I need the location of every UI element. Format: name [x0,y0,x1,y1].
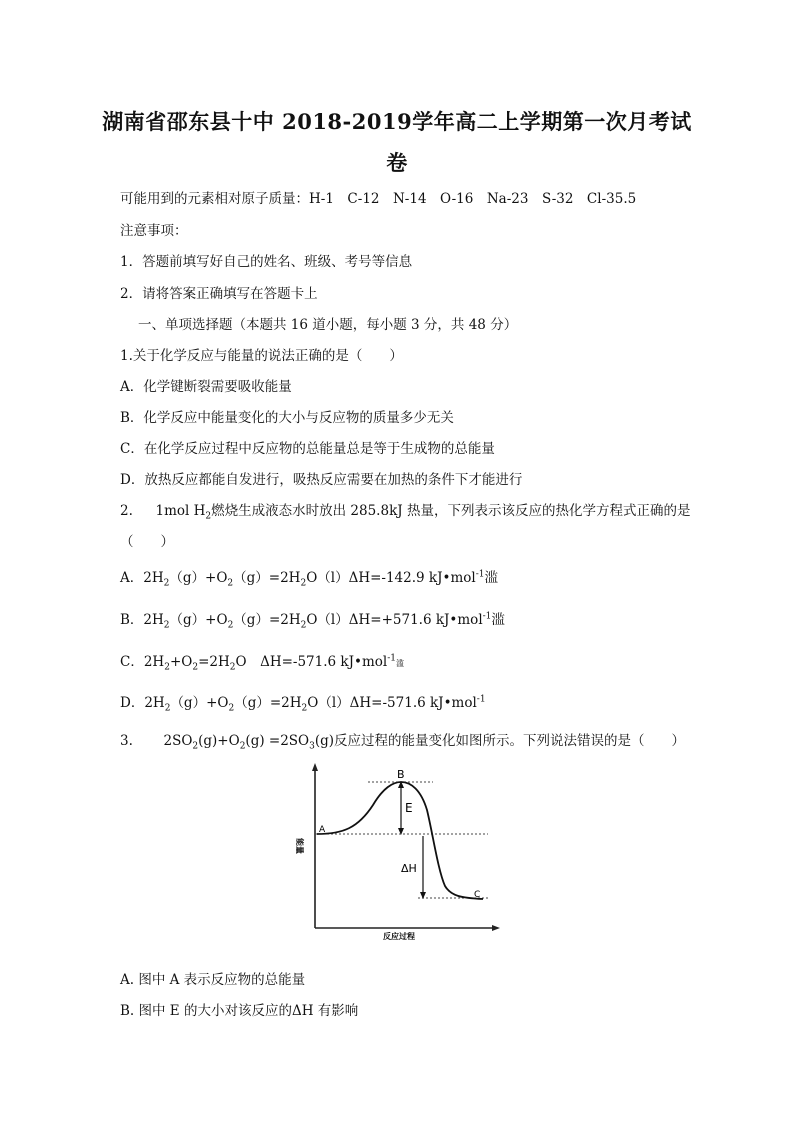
exam-title-line2: 卷 [386,150,408,175]
enthalpy-label: ΔH [401,862,417,875]
question-2-stem-part-b: 燃烧生成液态水时放出 285.8kJ 热量，下列表示该反应的热化学方程式正确的是 [211,503,691,519]
y-axis-arrow [312,763,318,771]
point-a-label: A [319,825,326,835]
question-2-option-c: C．$2H_2+O_2=2H_2O$ ΔH=-571.6 kJ•mol$^{-1}$滥 [120,653,404,673]
atomic-masses: 可能用到的元素相对原子质量：H-1 C-12 N-14 O-16 Na-23 S-32 Cl-35.5 [120,191,637,207]
activation-energy-label: E [405,801,413,815]
x-axis-label: 反应过程 [383,932,415,940]
question-1-option-a: A．化学键断裂需要吸收能量 [120,379,292,395]
question-3-stem: 3. $2SO_2(g)+O_2(g) =2SO_3(g)$反应过程的能量变化如图所示。下列说法错误的是（ ） [120,733,686,752]
question-2-subscript: 2 [205,511,212,522]
enthalpy-arrowhead [420,892,426,899]
question-2-option-a: A．$2H_2(g)+O_2(g)=2H_2O(l)\Delta H=-142.9$ kJ•mol$^{-1}$滥 [120,569,498,589]
question-3-option-b: B. 图中 E 的大小对该反应的ΔH 有影响 [120,1003,359,1019]
note-1: 1．答题前填写好自己的姓名、班级、考号等信息 [120,254,413,270]
question-2-paren: （ ） [120,534,174,550]
question-3-option-a: A. 图中 A 表示反应物的总能量 [120,972,306,988]
question-1-option-d: D．放热反应都能自发进行，吸热反应需要在加热的条件下才能进行 [120,472,523,488]
point-c-label: C [474,890,481,900]
y-axis-label: 能量 [295,838,304,854]
point-b-label: B [397,768,405,781]
question-2-number: 2. [120,503,133,519]
question-1-stem: 1.关于化学反应与能量的说法正确的是（ ） [120,348,403,364]
question-2-option-d: D．$2H_2(g)+O_2(g)=2H_2O(l)\Delta H=-571.6$ kJ•mol$^{-1}$ [120,694,486,714]
question-2-stem-part-a: 1mol H [155,503,206,519]
question-3-number: 3. [120,733,133,749]
question-2-stem [120,499,690,522]
notes-title: 注意事项： [120,223,188,239]
note-2: 2．请将答案正确填写在答题卡上 [120,286,318,302]
section-heading: 一、单项选择题（本题共 16 道小题，每小题 3 分，共 48 分） [138,317,518,333]
x-axis-arrow [492,925,500,931]
question-1-option-b: B．化学反应中能量变化的大小与反应物的质量多少无关 [120,410,454,426]
exam-title-line1: 湖南省邵东县十中 2018-2019学年高二上学期第一次月考试 [102,109,692,134]
reaction-curve [317,782,483,899]
question-1-option-c: C．在化学反应过程中反应物的总能量总是等于生成物的总能量 [120,441,495,457]
energy-diagram [283,760,503,940]
question-2-option-b: B．$2H_2(g)+O_2(g)=2H_2O(l)\Delta H=+571.6$ kJ•mol$^{-1}$滥 [120,611,505,631]
